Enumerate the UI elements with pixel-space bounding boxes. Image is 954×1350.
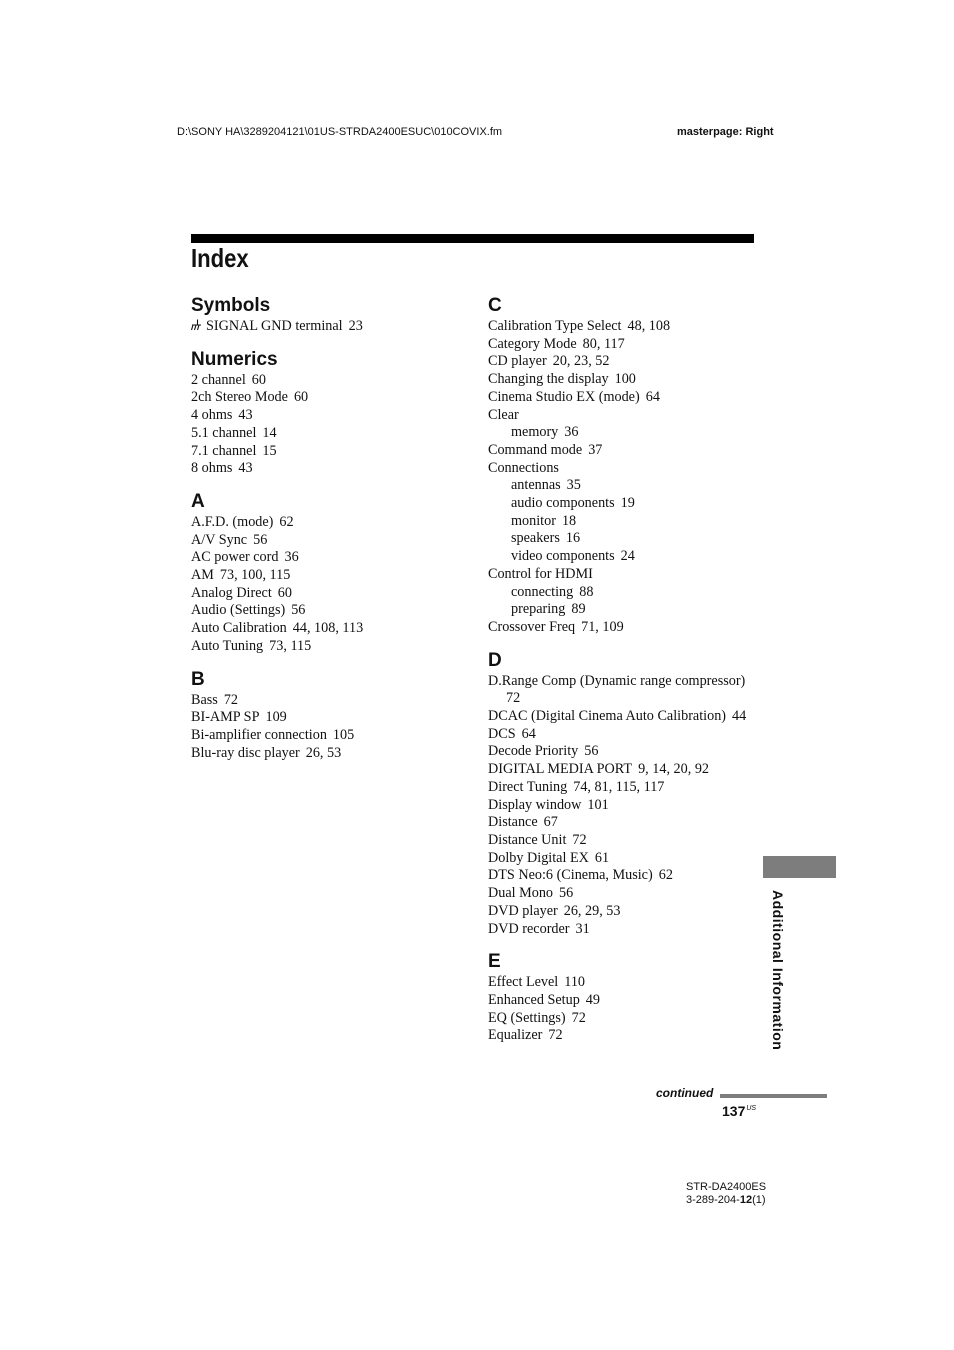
entry-term: D.Range Comp (Dynamic range compressor) — [488, 672, 746, 689]
index-entry — [488, 566, 763, 584]
entry-term: A.F.D. (mode) — [191, 513, 274, 530]
index-subentry — [488, 601, 763, 619]
index-entry — [191, 709, 481, 727]
index-entry — [191, 549, 481, 567]
entry-term: AC power cord — [191, 549, 279, 566]
entry-pages: 72 — [572, 831, 587, 848]
entry-pages: 67 — [543, 814, 558, 831]
index-entry — [191, 318, 481, 336]
entry-pages: 73, 100, 115 — [219, 567, 291, 584]
page-number-suffix: US — [746, 1105, 757, 1112]
entry-term: Enhanced Setup — [488, 991, 580, 1008]
entry-term: Effect Level — [488, 974, 559, 991]
section-heading: Numerics — [191, 348, 278, 370]
index-section — [488, 294, 763, 637]
file-path-header: D:\SONY HA\3289204121\01US-STRDA2400ESUC\010COVIX.fm — [177, 126, 503, 138]
entry-term: DIGITAL MEDIA PORT — [488, 761, 633, 778]
index-entry — [488, 407, 763, 425]
entry-term: Auto Calibration — [191, 620, 287, 637]
index-entry — [191, 602, 481, 620]
index-entry — [191, 425, 481, 443]
index-entry — [488, 885, 763, 903]
entry-term: Changing the display — [488, 371, 609, 388]
index-entry — [191, 372, 481, 390]
section-tab-label: Additional Information — [770, 890, 786, 1051]
entry-pages: 74, 81, 115, 117 — [573, 778, 665, 795]
entry-term: Analog Direct — [191, 584, 272, 601]
entry-pages: 80, 117 — [582, 335, 625, 352]
index-section — [191, 668, 481, 763]
index-entry — [191, 727, 481, 745]
entry-term: AM — [191, 567, 214, 584]
entry-pages: 9, 14, 20, 92 — [638, 761, 710, 778]
index-entry — [191, 692, 481, 710]
entry-term: Auto Tuning — [191, 637, 264, 654]
index-entry — [488, 903, 763, 921]
entry-term: speakers — [511, 530, 560, 547]
entry-term: Bi-amplifier connection — [191, 726, 327, 743]
index-entry — [191, 443, 481, 461]
entry-term: antennas — [511, 477, 561, 494]
index-entry — [488, 673, 763, 691]
index-section — [191, 348, 481, 478]
entry-pages: 56 — [584, 743, 599, 760]
entry-term: Control for HDMI — [488, 565, 593, 582]
entry-term: memory — [511, 424, 559, 441]
entry-pages: 31 — [575, 920, 590, 937]
section-heading: D — [488, 649, 502, 671]
index-entry — [488, 921, 763, 939]
entry-term: preparing — [511, 601, 566, 618]
index-subentry — [488, 548, 763, 566]
entry-term: SIGNAL GND terminal — [206, 318, 343, 334]
entry-term: Blu-ray disc player — [191, 744, 300, 761]
entry-pages: 60 — [251, 371, 266, 388]
entry-pages: 44, 108, 113 — [292, 620, 364, 637]
index-entry — [488, 389, 763, 407]
footer-code-bold: 12 — [739, 1194, 753, 1206]
entry-pages: 72 — [548, 1027, 563, 1044]
entry-term: 2 channel — [191, 371, 246, 388]
entry-term: DVD recorder — [488, 920, 570, 937]
index-section — [191, 490, 481, 656]
entry-pages: 15 — [262, 442, 277, 459]
entry-pages: 26, 53 — [305, 744, 342, 761]
footer — [686, 1181, 766, 1207]
index-entry — [191, 620, 481, 638]
entry-term: BI-AMP SP — [191, 709, 260, 726]
entry-pages: 49 — [585, 991, 600, 1008]
index-entry — [488, 832, 763, 850]
entry-pages: 62 — [279, 513, 294, 530]
index-entry — [488, 743, 763, 761]
entry-pages: 43 — [238, 460, 253, 477]
entry-pages: 71, 109 — [581, 618, 624, 635]
entry-pages: 14 — [262, 424, 277, 441]
entry-term: Distance Unit — [488, 831, 567, 848]
entry-term: Direct Tuning — [488, 778, 568, 795]
index-entry — [488, 726, 763, 744]
entry-pages: 56 — [291, 602, 306, 619]
entry-term: EQ (Settings) — [488, 1009, 566, 1026]
entry-pages: 56 — [559, 885, 574, 902]
entry-pages: 60 — [277, 584, 292, 601]
entry-pages: 23 — [348, 318, 363, 334]
title-rule — [191, 234, 754, 243]
index-entry — [488, 974, 763, 992]
entry-pages: 36 — [284, 549, 299, 566]
entry-pages: 18 — [561, 512, 577, 529]
index-column-left — [191, 294, 481, 762]
index-subentry — [488, 477, 763, 495]
ground-symbol-icon — [191, 319, 202, 331]
entry-pages: 43 — [238, 407, 253, 424]
index-entry — [488, 761, 763, 779]
entry-term: 4 ohms — [191, 407, 233, 424]
entry-pages: 26, 29, 53 — [563, 902, 621, 919]
index-entry — [488, 814, 763, 832]
index-entry — [191, 745, 481, 763]
index-entry — [488, 992, 763, 1010]
entry-pages: 72 — [571, 1009, 586, 1026]
entry-pages: 73, 115 — [269, 637, 312, 654]
entry-pages: 89 — [571, 601, 586, 618]
entry-term: Equalizer — [488, 1027, 543, 1044]
index-entry — [488, 318, 763, 336]
entry-pages: 44 — [732, 708, 747, 725]
entry-term: Distance — [488, 814, 538, 831]
entry-term: Clear — [488, 406, 519, 423]
index-entry — [191, 460, 481, 478]
index-entry — [191, 638, 481, 656]
footer-code-suffix: (1) — [752, 1194, 766, 1206]
index-column-right — [488, 294, 763, 1045]
entry-term: 2ch Stereo Mode — [191, 389, 288, 406]
page-number-value: 137 — [722, 1103, 746, 1119]
entry-pages: 72 — [223, 691, 238, 708]
entry-term: A/V Sync — [191, 531, 248, 548]
entry-pages: 20, 23, 52 — [552, 353, 610, 370]
entry-term: Calibration Type Select — [488, 318, 622, 334]
index-entry — [191, 585, 481, 603]
index-entry — [488, 850, 763, 868]
index-entry — [488, 353, 763, 371]
entry-term: Crossover Freq — [488, 618, 576, 635]
footer-code — [686, 1194, 766, 1207]
entry-term: Dolby Digital EX — [488, 849, 589, 866]
entry-pages: 109 — [265, 709, 287, 726]
entry-term: monitor — [511, 512, 556, 529]
entry-term: Cinema Studio EX (mode) — [488, 388, 640, 405]
entry-pages: 61 — [594, 849, 610, 866]
entry-pages: 37 — [588, 441, 603, 458]
section-tab — [763, 856, 836, 878]
entry-pages: 60 — [293, 389, 309, 406]
section-heading: E — [488, 951, 501, 973]
index-subentry — [488, 495, 763, 513]
entry-term: DCS — [488, 725, 516, 742]
index-section — [488, 950, 763, 1045]
entry-term: audio components — [511, 495, 615, 512]
index-entry — [488, 371, 763, 389]
section-heading: A — [191, 490, 205, 512]
entry-pages: 110 — [564, 974, 586, 991]
index-section — [488, 649, 763, 939]
index-subentry — [488, 513, 763, 531]
entry-term: Audio (Settings) — [191, 602, 286, 619]
page-title: Index — [191, 243, 249, 273]
index-entry — [488, 1010, 763, 1028]
section-heading: B — [191, 668, 205, 690]
entry-term: 8 ohms — [191, 460, 233, 477]
footer-model: STR-DA2400ES — [686, 1181, 767, 1193]
page-number — [722, 1103, 756, 1119]
entry-term: Category Mode — [488, 335, 577, 352]
entry-pages: 24 — [620, 548, 635, 565]
index-section — [191, 294, 481, 336]
entry-term: Bass — [191, 691, 218, 708]
index-entry — [191, 532, 481, 550]
entry-pages: 16 — [565, 530, 581, 547]
entry-term: video components — [511, 548, 615, 565]
continued-label: continued — [656, 1086, 714, 1100]
index-entry — [488, 336, 763, 354]
index-entry — [488, 708, 763, 726]
entry-term: Decode Priority — [488, 743, 579, 760]
entry-term: Connections — [488, 459, 559, 476]
entry-term: Display window — [488, 796, 582, 813]
entry-term: 5.1 channel — [191, 424, 257, 441]
index-entry — [191, 407, 481, 425]
entry-pages: 100 — [614, 371, 636, 388]
index-entry — [488, 867, 763, 885]
entry-pages: 88 — [579, 583, 594, 600]
entry-pages: 19 — [620, 495, 635, 512]
entry-pages: 56 — [253, 531, 268, 548]
entry-pages: 35 — [566, 477, 581, 494]
entry-term: 7.1 channel — [191, 442, 257, 459]
entry-pages: 36 — [564, 424, 579, 441]
footer-code-prefix: 3-289-204- — [686, 1194, 740, 1206]
index-subentry — [488, 584, 763, 602]
index-entry — [191, 567, 481, 585]
section-heading: Symbols — [191, 295, 271, 316]
continued-rule — [720, 1094, 827, 1098]
entry-pages: 64 — [521, 725, 536, 742]
entry-term: connecting — [511, 583, 574, 600]
entry-term: DTS Neo:6 (Cinema, Music) — [488, 867, 653, 884]
index-entry — [488, 690, 763, 708]
index-entry — [191, 514, 481, 532]
entry-pages: 62 — [658, 867, 673, 884]
index-entry — [191, 389, 481, 407]
index-subentry — [488, 530, 763, 548]
entry-term: DVD player — [488, 902, 558, 919]
entry-term: Command mode — [488, 441, 583, 458]
index-entry — [488, 1027, 763, 1045]
index-entry — [488, 619, 763, 637]
index-entry — [488, 460, 763, 478]
entry-term: Dual Mono — [488, 885, 554, 902]
entry-pages: 72 — [506, 690, 521, 707]
index-entry — [488, 797, 763, 815]
index-subentry — [488, 424, 763, 442]
entry-term: CD player — [488, 353, 547, 370]
index-entry — [488, 779, 763, 797]
entry-pages: 48, 108 — [627, 318, 671, 334]
index-entry — [488, 442, 763, 460]
entry-pages: 105 — [332, 726, 355, 743]
entry-pages: 101 — [587, 796, 609, 813]
entry-term: DCAC (Digital Cinema Auto Calibration) — [488, 708, 727, 725]
section-heading: C — [488, 295, 502, 316]
entry-pages: 64 — [645, 388, 660, 405]
masterpage-header: masterpage: Right — [677, 126, 774, 138]
